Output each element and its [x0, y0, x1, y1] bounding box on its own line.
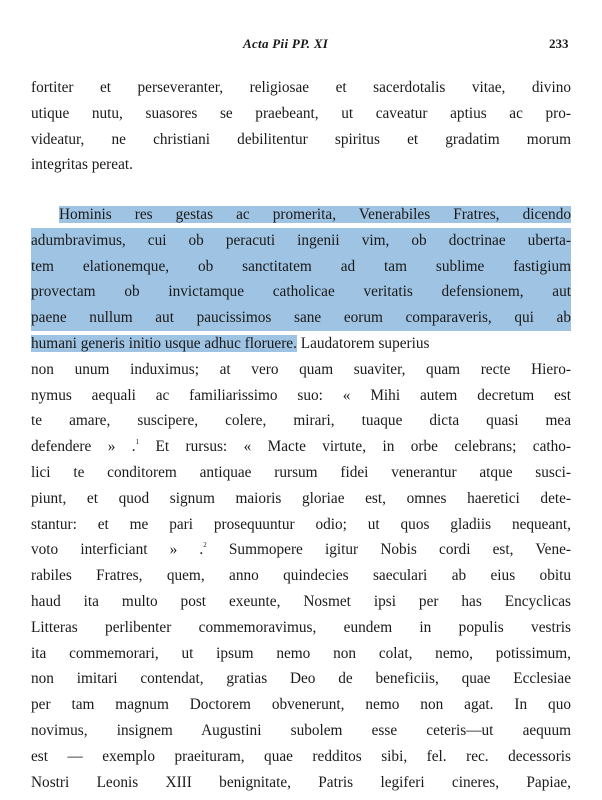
highlighted-text-line[interactable]: paene nullum aut paucissimos sane eorum comparaveris, qui ab: [31, 305, 571, 331]
text-line: est — exemplo praeituram, quae redditos sibi, fel. rec. decessoris: [31, 747, 571, 765]
text-fragment: Et rursus: « Macte virtute, in orbe celebrans; catho-: [139, 438, 572, 456]
text-line: fortiter et perseveranter, religiosae et sacerdotalis vitae, divino: [31, 79, 571, 96]
paragraph-2: [31, 202, 571, 795]
page-number: 233: [549, 36, 569, 51]
text-line: lici te conditorem antiquae rursum fidei venerantur atque susci-: [31, 463, 571, 481]
highlighted-text-line[interactable]: tem elationemque, ob sanctitatem ad tam sublime fastigium: [31, 254, 571, 280]
running-title: Acta Pii PP. XI: [243, 36, 329, 51]
text-line: Nostri Leonis XIII benignitate, Patris legiferi cineres, Papiae,: [31, 773, 571, 791]
paragraph-1: [31, 75, 571, 178]
text-fragment: Laudatorem superius: [296, 334, 430, 352]
text-fragment: Summopere igitur Nobis cordi est, Vene-: [206, 541, 571, 559]
text-line: ita commemorari, ut ipsum nemo non colat, nemo, potissimum,: [31, 644, 571, 662]
text-line: [31, 434, 571, 460]
text-line: te amare, suscipere, colere, mirari, tuaque dicta quasi mea: [31, 412, 571, 430]
text-selection[interactable]: Hominis res gestas ac promerita, Venerabiles Fratres, dicendo: [59, 206, 571, 223]
text-line: [31, 537, 571, 563]
footnote-marker[interactable]: 1: [135, 438, 140, 447]
text-line: nymus aequali ac familiarissimo suo: « Mihi autem decretum est: [31, 386, 571, 404]
text-line: novimus, insignem Augustini subolem esse ceteris—ut aequum: [31, 721, 571, 739]
text-line: non imitari contendat, gratias Deo de beneficiis, quae Ecclesiae: [31, 670, 571, 688]
text-selection-end[interactable]: humani generis initio usque adhuc floruere.: [31, 334, 297, 352]
footnote-marker[interactable]: 2: [203, 541, 207, 550]
text-line: rabiles Fratres, quem, anno quindecies saeculari ab eius obitu: [31, 567, 571, 585]
text-line: stantur: et me pari prosequuntur odio; ut quos gladiis nequeant,: [31, 515, 571, 533]
text-line: piunt, et quod signum maioris gloriae est, omnes haeretici dete-: [31, 489, 571, 507]
highlighted-text-line[interactable]: adumbravimus, cui ob peracuti ingenii vim, ob doctrinae uberta-: [31, 228, 571, 254]
text-line: utique nutu, suasores se praebeant, ut caveatur aptius ac pro-: [31, 104, 571, 122]
text-line: [31, 331, 571, 357]
text-fragment: voto interficiant » .: [31, 541, 204, 559]
highlighted-text-line: [31, 202, 571, 228]
text-line: non unum induximus; at vero quam suaviter, quam recte Hiero-: [31, 360, 571, 378]
text-fragment: defendere » .: [31, 438, 136, 456]
text-line: Litteras perlibenter commemoravimus, eundem in populis vestris: [31, 618, 571, 636]
text-line: integritas pereat.: [31, 156, 133, 174]
running-header: [0, 36, 602, 56]
text-line: per tam magnum Doctorem obvenerunt, nemo non agat. In quo: [31, 696, 571, 714]
text-line: haud ita multo post exeunte, Nosmet ipsi per has Encyclicas: [31, 592, 571, 610]
text-line: videatur, ne christiani debilitentur spiritus et gradatim morum: [31, 130, 571, 148]
highlighted-text-line[interactable]: provectam ob invictamque catholicae veritatis defensionem, aut: [31, 279, 571, 305]
